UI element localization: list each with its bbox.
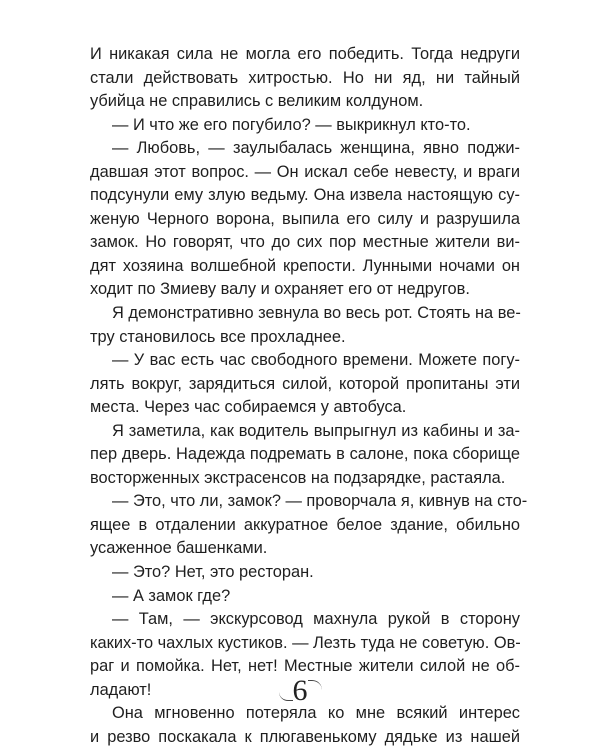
text-line: пер дверь. Надежда подремать в салоне, пока сборище bbox=[90, 445, 520, 464]
page-number-value bbox=[293, 674, 308, 708]
text-line: места. Через час собираемся у автобуса. bbox=[90, 398, 407, 417]
text-line: — У вас есть час свободного времени. Можете погу- bbox=[112, 351, 520, 370]
text-line: Она мгновенно потеряла ко мне всякий интерес bbox=[112, 704, 520, 723]
text-line: лять вокруг, зарядиться силой, которой пропитаны эти bbox=[90, 374, 520, 393]
text-line: тру становилось все прохладнее. bbox=[90, 327, 346, 346]
text-line: — Это? Нет, это ресторан. bbox=[112, 563, 314, 582]
page-number bbox=[0, 674, 600, 708]
text-line: — Любовь, — заулыбалась женщина, явно поджи- bbox=[112, 139, 520, 158]
text-line: Я заметила, как водитель выпрыгнул из кабины и за- bbox=[112, 421, 520, 440]
text-line: женую Черного ворона, выпила его силу и разрушила bbox=[90, 209, 520, 228]
text-line: давшая этот вопрос. — Он искал себе невесту, и враги bbox=[90, 162, 520, 181]
text-line: — И что же его погубило? — выкрикнул кто-то. bbox=[112, 115, 471, 134]
text-line: усаженное башенками. bbox=[90, 539, 268, 558]
text-line: Я демонстративно зевнула во весь рот. Стоять на ве- bbox=[112, 304, 521, 323]
text-line: И никакая сила не могла его победить. Тогда недруги bbox=[90, 45, 520, 63]
body-text bbox=[90, 43, 528, 749]
text-line: восторженных экстрасенсов на подзарядке, растаяла. bbox=[90, 468, 506, 487]
text-line: ходит по Змиеву валу и охраняет его от недругов. bbox=[90, 280, 470, 299]
text-line: — Это, что ли, замок? — проворчала я, кивнув на сто- bbox=[112, 492, 528, 511]
text-line: дят хозяина волшебной крепости. Лунными ночами он bbox=[90, 256, 520, 275]
text-line: замок. Но говорят, что до сих пор местные жители ви- bbox=[90, 233, 520, 252]
text-line: каких-то чахлых кустиков. — Лезть туда не советую. Ов- bbox=[90, 633, 521, 652]
text-line: стали действовать хитростью. Но ни яд, ни тайный bbox=[90, 68, 520, 87]
text-line: — Там, — экскурсовод махнула рукой в сторону bbox=[112, 610, 520, 629]
page-number-flourish-left bbox=[279, 692, 293, 701]
page-number-text: 6 bbox=[292, 674, 308, 707]
text-line: — А замок где? bbox=[112, 586, 231, 605]
text-line: подсунули ему злую ведьму. Она извела настоящую су- bbox=[90, 186, 520, 205]
text-line: и резво поскакала к плюгавенькому дядьке из нашей bbox=[90, 727, 520, 746]
text-line: убийца не справились с великим колдуном. bbox=[90, 92, 424, 111]
text-line: ладают! bbox=[90, 680, 152, 699]
text-line: ящее в отдалении аккуратное белое здание, обильно bbox=[90, 515, 520, 534]
text-line: раг и помойка. Нет, нет! Местные жители силой не об- bbox=[90, 657, 520, 676]
page-number-flourish-right bbox=[308, 680, 322, 691]
